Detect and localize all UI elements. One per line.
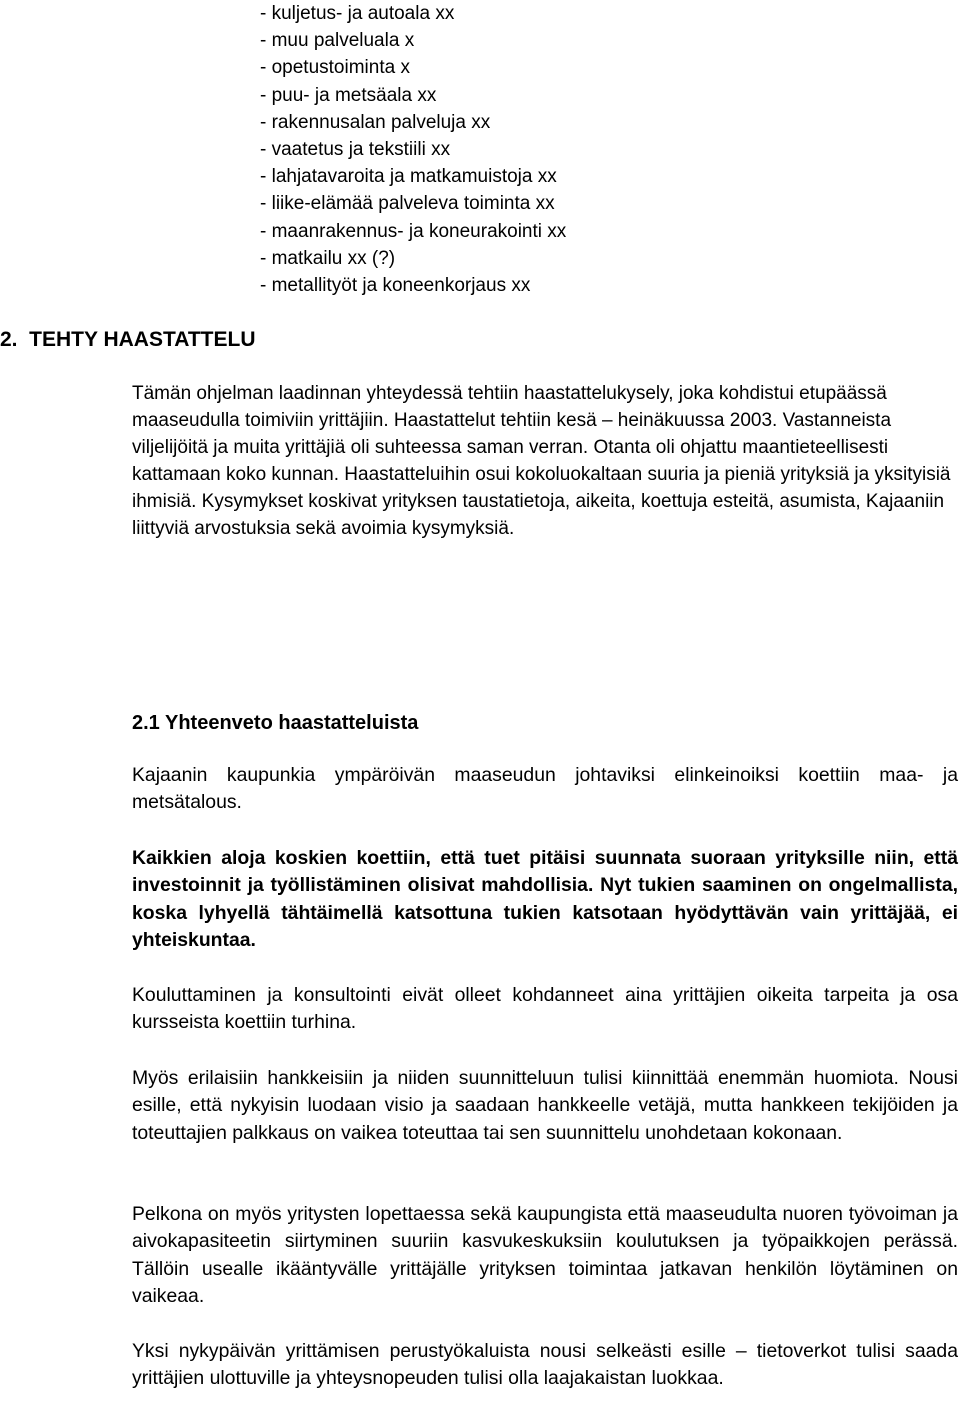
list-item: - kuljetus- ja autoala xx — [260, 3, 455, 24]
list-item: - opetustoiminta x — [260, 57, 410, 79]
section-heading-tehty-haastattelu: 2. TEHTY HAASTATTELU — [0, 328, 256, 351]
list-item: - vaatetus ja tekstiili xx — [260, 139, 451, 161]
paragraph-pelkona: Pelkona on myös yritysten lopettaessa sekä kaupungista että maaseudulta nuoren työvoiman ja aivokapasiteetin siirtyminen suuriin kasvukeskuksiin koulutuksen ja työpaikkojen perässä. Tällöin usealle ikääntyvälle yrittäjälle yrityksen toimintaa jatkavan henkilön löytäminen on vaikeaa. — [132, 1203, 958, 1308]
list-item: - maanrakennus- ja koneurakointi xx — [260, 220, 567, 242]
paragraph-elinkeinot: Kajaanin kaupunkia ympäröivän maaseudun johtaviksi elinkeinoiksi koettiin maa- ja metsätalous. — [132, 764, 958, 814]
list-item: - rakennusalan palveluja xx — [260, 111, 491, 133]
paragraph-hankkeet: Myös erilaisiin hankkeisiin ja niiden suunnitteluun tulisi kiinnittää enemmän huomiota. Nousi esille, että nykyisin luodaan visio ja saadaan hankkeelle vetäjä, mutta hankkeen tekijöiden ja toteuttajien palkkaus on vaikea toteuttaa tai sen suunnittelu unohdetaan kokonaan. — [132, 1067, 958, 1144]
list-item: - lahjatavaroita ja matkamuistoja xx — [260, 166, 557, 188]
list-item: - metallityöt ja koneenkorjaus xx — [260, 275, 531, 297]
paragraph-kouluttaminen: Kouluttaminen ja konsultointi eivät olleet kohdanneet aina yrittäjien oikeita tarpeita ja osa kursseista koettiin turhina. — [132, 984, 958, 1034]
industry-list — [260, 0, 566, 299]
list-item: - matkailu xx (?) — [260, 247, 396, 269]
list-item: - liike-elämää palveleva toiminta xx — [260, 193, 555, 215]
subsection-heading-yhteenveto: 2.1 Yhteenveto haastatteluista — [132, 712, 419, 734]
list-item: - muu palveluala x — [260, 30, 415, 52]
list-item: - puu- ja metsäala xx — [260, 84, 437, 106]
paragraph-tuet-bold: Kaikkien aloja koskien koettiin, että tuet pitäisi suunnata suoraan yrityksille niin, että investoinnit ja työllistäminen olisivat mahdollisia. Nyt tukien saaminen on ongelmallista, koska lyhyellä tähtäimellä katsottuna tukien katsotaan hyödyttävän vain yrittäjää, ei yhteiskuntaa. — [132, 847, 958, 952]
section-intro-paragraph: Tämän ohjelman laadinnan yhteydessä tehtiin haastattelukysely, joka kohdistui etupäässä maaseudulla toimiviin yrittäjiin. Haastattelut tehtiin kesä – heinäkuussa 2003. Vastanneista viljelijöitä ja muita yrittäjiä oli suhteessa saman verran. Otanta oli ohjattu maantieteellisesti kattamaan koko kunnan. Haastatteluihin osui kokoluokaltaan suuria ja pieniä yrityksiä ja yksityisiä ihmisiä. Kysymykset koskivat yrityksen taustatietoja, aikeita, koettuja esteitä, asumista, Kajaaniin liittyviä arvostuksia sekä avoimia kysymyksiä. — [132, 383, 951, 539]
paragraph-tietoverkot: Yksi nykypäivän yrittämisen perustyökaluista nousi selkeästi esille – tietoverkot tulisi saada yrittäjien ulottuville ja yhteysnopeuden tulisi olla laajakaistan luokkaa. — [132, 1340, 958, 1390]
